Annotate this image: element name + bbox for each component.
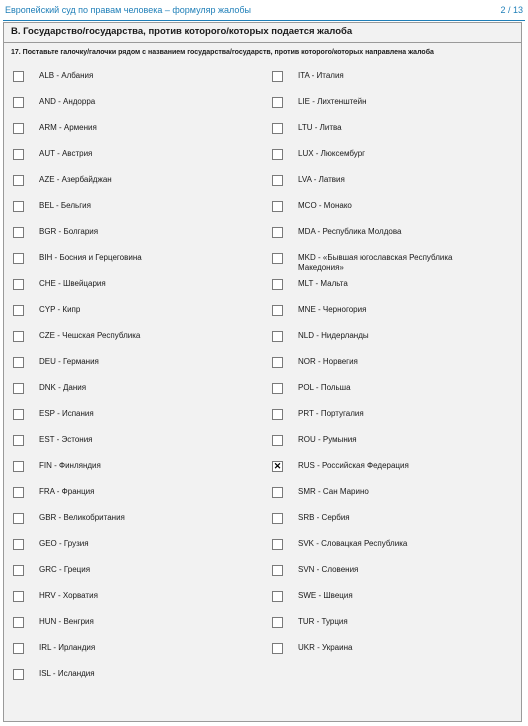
state-label: PRT - Португалия	[298, 409, 364, 418]
state-checkbox[interactable]	[272, 97, 283, 108]
state-checkbox[interactable]	[13, 513, 24, 524]
state-checkbox[interactable]	[13, 227, 24, 238]
state-checkbox[interactable]	[13, 617, 24, 628]
state-label: ALB - Албания	[39, 71, 94, 80]
state-item[interactable]	[13, 253, 253, 267]
state-checkbox[interactable]	[13, 409, 24, 420]
state-checkbox[interactable]: ✕	[273, 461, 282, 471]
state-item[interactable]	[272, 201, 512, 215]
state-label: POL - Польша	[298, 383, 351, 392]
state-checkbox[interactable]	[13, 669, 24, 680]
state-label: BGR - Болгария	[39, 227, 99, 236]
state-label: MDA - Республика Молдова	[298, 227, 402, 236]
state-item[interactable]	[272, 71, 512, 85]
state-checkbox[interactable]	[13, 331, 24, 342]
state-checkbox[interactable]	[272, 123, 283, 134]
state-label: GEO - Грузия	[39, 539, 89, 548]
state-label: GRC - Греция	[39, 565, 91, 574]
state-item[interactable]	[13, 539, 253, 553]
state-item[interactable]	[272, 149, 512, 163]
state-checkbox[interactable]	[13, 305, 24, 316]
state-checkbox[interactable]	[272, 253, 283, 264]
state-label: ROU - Румыния	[298, 435, 357, 444]
state-label: AUT - Австрия	[39, 149, 93, 158]
state-label: BIH - Босния и Герцеговина	[39, 253, 142, 262]
page-number: 2 / 13	[500, 5, 523, 15]
state-label: SRB - Сербия	[298, 513, 350, 522]
state-item[interactable]	[13, 643, 253, 657]
state-label: ARM - Армения	[39, 123, 97, 132]
state-item[interactable]	[272, 123, 512, 137]
state-item[interactable]	[13, 71, 253, 85]
state-label: MNE - Черногория	[298, 305, 367, 314]
state-label: MLT - Мальта	[298, 279, 348, 288]
state-label: SVK - Словацкая Республика	[298, 539, 408, 548]
state-item[interactable]	[272, 383, 512, 397]
state-item[interactable]	[13, 591, 253, 605]
state-checkbox[interactable]	[272, 149, 283, 160]
state-checkbox[interactable]	[272, 175, 283, 186]
state-checkbox[interactable]	[13, 71, 24, 82]
state-label: SVN - Словения	[298, 565, 359, 574]
state-label: TUR - Турция	[298, 617, 348, 626]
state-item[interactable]	[272, 409, 512, 423]
state-label: AZE - Азербайджан	[39, 175, 112, 184]
state-item[interactable]	[13, 227, 253, 241]
state-checkbox[interactable]	[13, 97, 24, 108]
state-item[interactable]	[272, 513, 512, 527]
state-label: BEL - Бельгия	[39, 201, 91, 210]
state-checkbox[interactable]	[272, 331, 283, 342]
state-checkbox[interactable]	[272, 643, 283, 654]
state-checkbox[interactable]	[272, 227, 283, 238]
state-item[interactable]	[13, 201, 253, 215]
state-item[interactable]	[13, 97, 253, 111]
state-item[interactable]	[13, 513, 253, 527]
state-item[interactable]	[272, 539, 512, 553]
state-item[interactable]	[13, 123, 253, 137]
question-17-text: 17. Поставьте галочку/галочки рядом с названием государства/государств, против которого/которых направлена жалоба	[11, 49, 434, 56]
state-label: ISL - Исландия	[39, 669, 95, 678]
state-item[interactable]	[13, 149, 253, 163]
state-item[interactable]	[272, 227, 512, 241]
state-label: CYP - Кипр	[39, 305, 81, 314]
state-checkbox[interactable]	[13, 123, 24, 134]
state-checkbox[interactable]	[272, 617, 283, 628]
state-checkbox[interactable]	[13, 201, 24, 212]
state-item[interactable]	[272, 97, 512, 111]
state-label: NOR - Норвегия	[298, 357, 358, 366]
state-checkbox[interactable]	[272, 539, 283, 550]
state-checkbox[interactable]	[272, 409, 283, 420]
state-item[interactable]	[13, 383, 253, 397]
state-label: CZE - Чешская Республика	[39, 331, 141, 340]
state-item[interactable]	[272, 643, 512, 657]
state-item[interactable]	[272, 305, 512, 319]
state-label: HRV - Хорватия	[39, 591, 98, 600]
state-item[interactable]	[13, 435, 253, 449]
state-checkbox[interactable]	[13, 279, 24, 290]
state-checkbox[interactable]	[272, 435, 283, 446]
state-label: LUX - Люксембург	[298, 149, 366, 158]
state-label: ITA - Италия	[298, 71, 344, 80]
state-item[interactable]	[272, 565, 512, 579]
state-checkbox[interactable]	[13, 539, 24, 550]
state-item[interactable]	[13, 175, 253, 189]
state-checkbox[interactable]	[272, 201, 283, 212]
document-title: Европейский суд по правам человека – формуляр жалобы	[5, 5, 252, 15]
state-checkbox[interactable]	[13, 461, 24, 472]
header-divider	[3, 20, 525, 21]
state-label: LIE - Лихтенштейн	[298, 97, 367, 106]
form-section-b	[3, 22, 522, 722]
state-checkbox[interactable]	[272, 565, 283, 576]
state-item[interactable]	[272, 279, 512, 293]
state-checkbox[interactable]	[272, 279, 283, 290]
state-checkbox[interactable]	[13, 591, 24, 602]
state-item[interactable]	[13, 565, 253, 579]
state-checkbox[interactable]	[272, 357, 283, 368]
state-label: UKR - Украина	[298, 643, 353, 652]
section-divider	[4, 42, 521, 43]
state-checkbox[interactable]	[272, 513, 283, 524]
state-label: SWE - Швеция	[298, 591, 353, 600]
section-title: B. Государство/государства, против которого/которых подается жалоба	[11, 26, 353, 37]
state-label: NLD - Нидерланды	[298, 331, 369, 340]
state-item[interactable]	[272, 591, 512, 605]
state-item[interactable]	[272, 461, 512, 475]
state-item[interactable]	[13, 279, 253, 293]
state-checkbox[interactable]	[13, 149, 24, 160]
state-checkbox[interactable]	[13, 357, 24, 368]
state-label: MKD - «Бывшая югославская Республика Македония»	[298, 253, 453, 272]
state-label: MCO - Монако	[298, 201, 352, 210]
state-item[interactable]	[13, 331, 253, 345]
state-label: FRA - Франция	[39, 487, 95, 496]
state-item[interactable]	[13, 305, 253, 319]
state-item[interactable]	[272, 435, 512, 449]
state-checkbox[interactable]	[13, 383, 24, 394]
state-checkbox[interactable]	[272, 383, 283, 394]
state-item[interactable]	[13, 487, 253, 501]
state-label: LVA - Латвия	[298, 175, 345, 184]
state-checkbox[interactable]	[272, 305, 283, 316]
state-label: AND - Андорра	[39, 97, 96, 106]
state-checkbox[interactable]	[13, 565, 24, 576]
state-item[interactable]	[272, 175, 512, 189]
state-item[interactable]	[272, 487, 512, 501]
state-label: DEU - Германия	[39, 357, 99, 366]
state-label: DNK - Дания	[39, 383, 87, 392]
state-checkbox[interactable]	[13, 643, 24, 654]
state-checkbox[interactable]	[13, 487, 24, 498]
state-checkbox[interactable]	[272, 591, 283, 602]
state-item[interactable]	[13, 461, 253, 475]
state-label: EST - Эстония	[39, 435, 93, 444]
state-checkbox[interactable]	[13, 435, 24, 446]
state-item[interactable]	[272, 357, 512, 371]
state-label: FIN - Финляндия	[39, 461, 101, 470]
state-item[interactable]	[13, 617, 253, 631]
state-label: GBR - Великобритания	[39, 513, 125, 522]
state-checkbox[interactable]	[13, 175, 24, 186]
state-label: ESP - Испания	[39, 409, 94, 418]
page-header	[0, 0, 528, 22]
state-label: CHE - Швейцария	[39, 279, 106, 288]
state-item[interactable]	[13, 409, 253, 423]
state-label: LTU - Литва	[298, 123, 342, 132]
state-label: RUS - Российская Федерация	[298, 461, 409, 470]
state-label: SMR - Сан Марино	[298, 487, 369, 496]
state-item[interactable]	[13, 669, 253, 683]
state-item[interactable]	[272, 253, 512, 272]
state-item[interactable]	[13, 357, 253, 371]
state-checkbox[interactable]	[272, 487, 283, 498]
state-label: IRL - Ирландия	[39, 643, 96, 652]
state-checkbox[interactable]	[272, 71, 283, 82]
state-checkbox[interactable]	[13, 253, 24, 264]
state-item[interactable]	[272, 331, 512, 345]
state-label: HUN - Венгрия	[39, 617, 94, 626]
state-item[interactable]	[272, 617, 512, 631]
